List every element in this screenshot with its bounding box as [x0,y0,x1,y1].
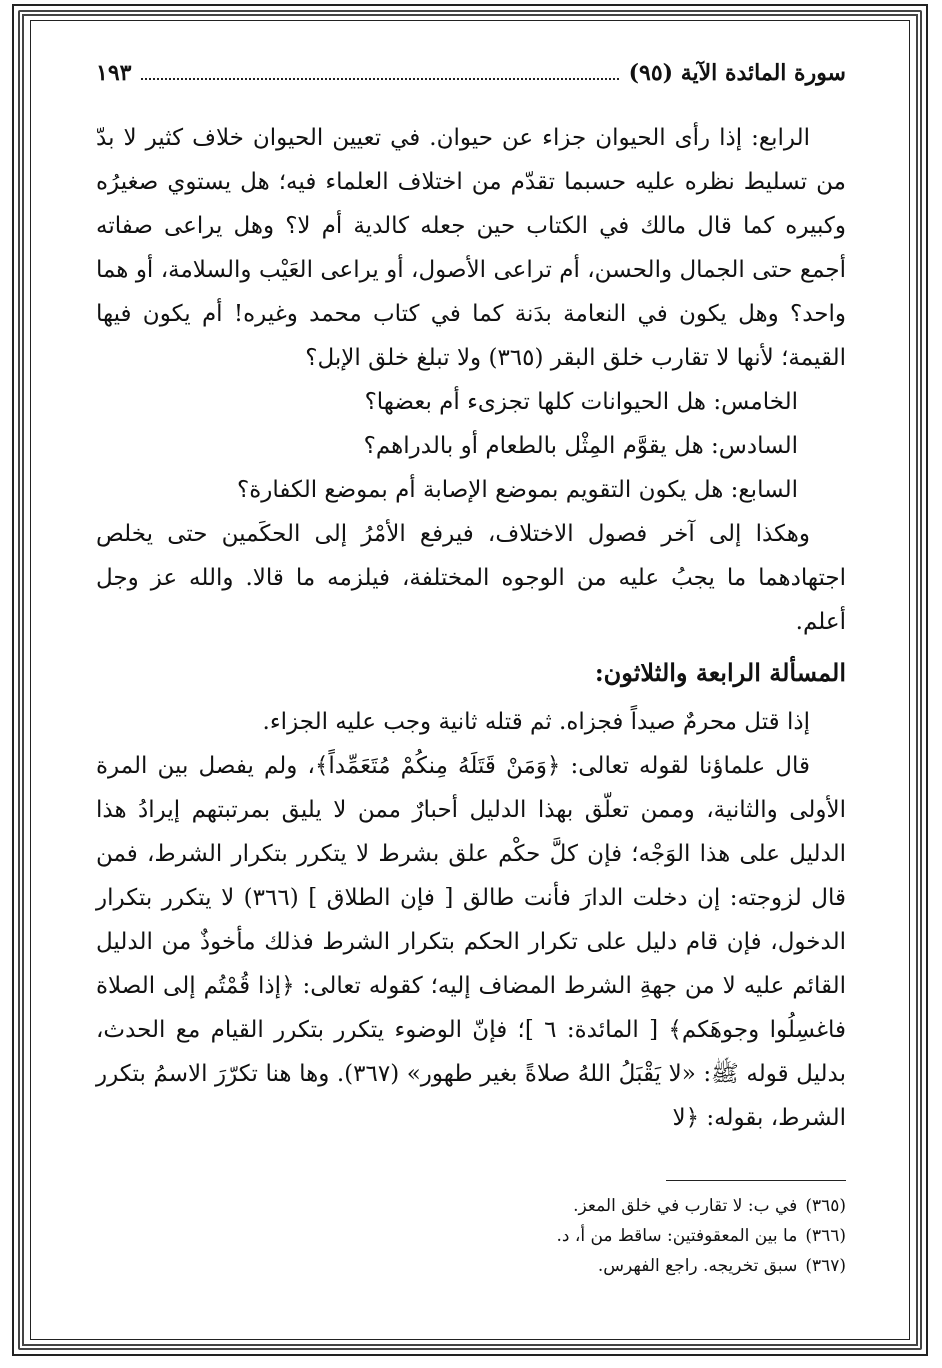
paragraph-fourth: الرابع: إذا رأى الحيوان جزاء عن حيوان. في تعيين الحيوان خلاف كثير لا بدّ من تسليط نظره عليه حسبما تقدّم من اختلاف العلماء فيه؛ هل يستوي صغيرُه وكبيره كما قال مالك في الكتاب حين جعله كالدية أم لا؟ وهل يراعى صفاته أجمع حتى الجمال والحسن، أم تراعى الأصول، أو يراعى العَيْب والسلامة، أو هما واحد؟ وهل يكون في النعامة بدَنة كما في كتاب محمد وغيره! أم يكون فيها القيمة؛ لأنها لا تقارب خلق البقر (٣٦٥) ولا تبلغ خلق الإبل؟ [96,125,846,371]
paragraph-seventh: السابع: هل يكون التقويم بموضع الإصابة أم بموضع الكفارة؟ [236,477,798,503]
paragraph-conclusion: وهكذا إلى آخر فصول الاختلاف، فيرفع الأمْرُ إلى الحكَمين حتى يخلص اجتهادهما ما يجبُ عليه من الوجوه المختلفة، فيلزمه ما قالا. والله عز وجل أعلم. [96,521,846,635]
page-content [96,60,846,1281]
section-heading: المسألة الرابعة والثلاثون: [594,658,846,687]
leader-dots [141,64,618,80]
paragraph-scholars: قال علماؤنا لقوله تعالى: ﴿وَمَنْ قَتَلَهُ مِنكُمْ مُتَعَمِّداً﴾، ولم يفصل بين المرة الأولى والثانية، وممن تعلّق بهذا الدليل أحبارٌ ممن لا يليق بمرتبتهم إيرادُ هذا الدليل على هذا الوَجْه؛ فإن كلَّ حكْم علق بشرط لا يتكرر بتكرار الشرط، فمن قال لزوجته: إن دخلت الدارَ فأنت طالق [ فإن الطلاق ] (٣٦٦) لا يتكرر بتكرار الدخول، فإن قام دليل على تكرار الحكم بتكرار الشرط فذلك مأخوذٌ من الدليل القائم عليه لا من جهةِ الشرط المضاف إليه؛ كقوله تعالى: ﴿إذا قُمْتُم إلى الصلاة فاغسِلُوا وجوهَكم﴾ [ المائدة: ٦ ]؛ فإنّ الوضوء يتكرر بتكرر القيام مع الحدث، بدليل قوله ﷺ: «لا يَقْبَلُ اللهُ صلاةً بغير طهور» (٣٦٧). وها هنا تكرّرَ الاسمُ بتكرر الشرط، بقوله: ﴿لا [96,753,847,1131]
page-number: ١٩٣ [96,60,132,86]
paragraph-sixth: السادس: هل يقوَّم المِثْل بالطعام أو بالدراهم؟ [363,433,798,459]
footnote-item: (٣٦٦)ما بين المعقوفتين: ساقط من أ، د. [556,1226,846,1246]
footnote-separator [666,1180,846,1181]
paragraph-fifth: الخامس: هل الحيوانات كلها تجزىء أم بعضها؟ [364,389,798,415]
running-title: سورة المائدة الآية (٩٥) [628,60,846,86]
footnote-item: (٣٦٧)سبق تخريجه. راجع الفهرس. [597,1256,846,1276]
footnotes [96,1191,846,1281]
footnote-item: (٣٦٥)في ب: لا تقارب في خلق المعز. [573,1196,846,1216]
paragraph-question: إذا قتل محرمٌ صيداً فجزاه. ثم قتله ثانية وجب عليه الجزاء. [262,709,810,735]
running-header [96,60,846,86]
